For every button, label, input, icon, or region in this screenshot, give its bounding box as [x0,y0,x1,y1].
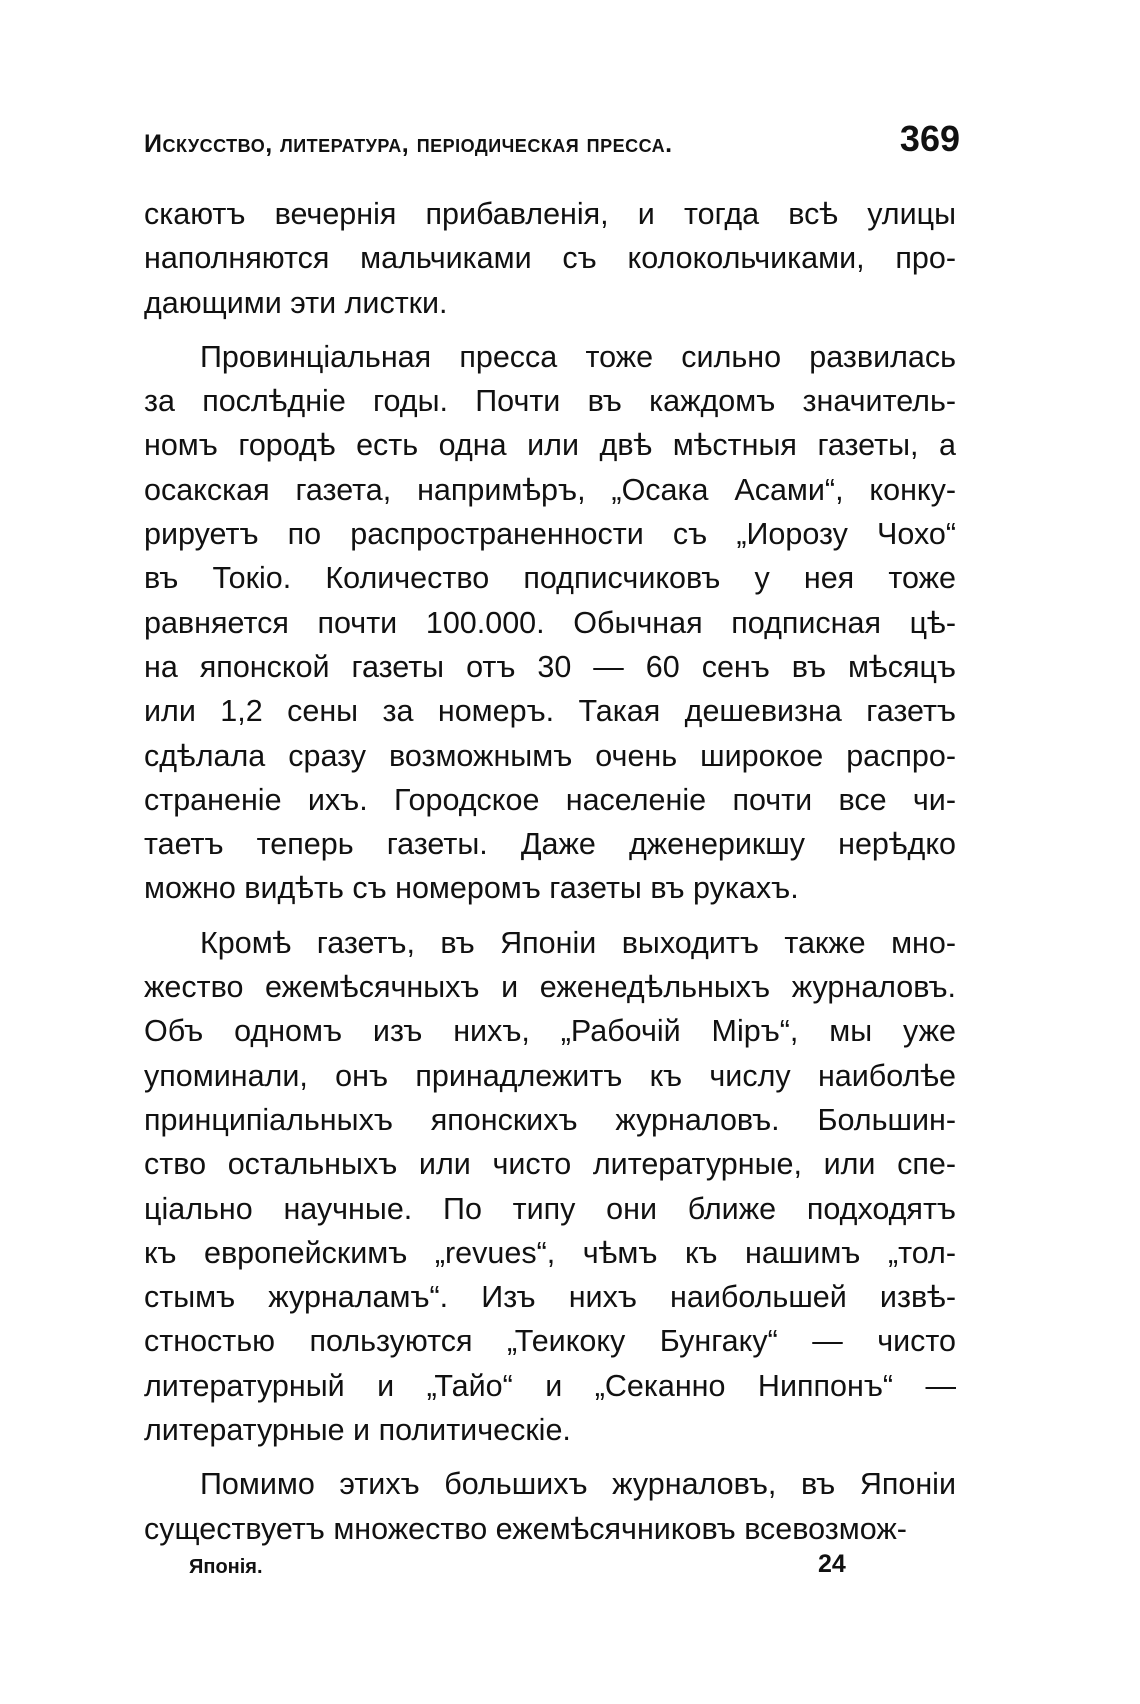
text-line: литературные и политическіе. [144,1413,571,1448]
sheet-number: 24 [818,1550,846,1578]
text-line: сдѣлала сразу возможнымъ очень широкое распро- [144,738,956,773]
text-line: стностью пользуются „Теикоку Бунгаку“ — чисто [144,1324,956,1359]
body-text [144,192,956,1551]
text-line: скаютъ вечернія прибавленія, и тогда всѣ улицы [144,197,956,231]
text-line: стымъ журналамъ“. Изъ нихъ наибольшей извѣ- [144,1280,956,1315]
text-line: ство остальныхъ или чисто литературные, или спе- [144,1147,956,1182]
text-line: дающими эти листки. [144,285,448,320]
text-line: ціально научные. По типу они ближе подходятъ [144,1191,956,1226]
paragraph [144,921,956,1453]
text-line: Провинціальная пресса тоже сильно развилась [200,339,956,374]
text-line: таетъ теперь газеты. Даже дженерикшу нерѣдко [144,827,956,862]
signature-mark: Японія. [189,1556,263,1578]
text-line: за послѣдніе годы. Почти въ каждомъ значитель- [144,384,956,419]
text-line: въ Токіо. Количество подписчиковъ у нея тоже [144,561,956,596]
text-line: упоминали, онъ принадлежитъ къ числу наиболѣе [144,1058,956,1093]
paragraph [144,192,956,325]
text-line: осакская газета, напримѣръ, „Осака Асами“, конку- [144,472,956,507]
text-line: равняется почти 100.000. Обычная подписная цѣ- [144,605,956,640]
text-line: страненіе ихъ. Городское населеніе почти все чи- [144,782,956,817]
text-line: жество ежемѣсячныхъ и еженедѣльныхъ журналовъ. [144,970,956,1005]
text-line: рируетъ по распространенности съ „Иорозу Чохо“ [144,517,956,552]
paragraph [144,335,956,911]
text-line: существуетъ множество ежемѣсячниковъ всевозмож- [144,1511,907,1546]
text-line: литературный и „Тайо“ и „Секанно Ниппонъ“ — [144,1368,956,1403]
page-footer [144,1550,956,1600]
running-header [144,118,964,178]
text-line: Объ одномъ изъ нихъ, „Рабочій Міръ“, мы уже [144,1014,956,1049]
text-line: номъ городѣ есть одна или двѣ мѣстныя газеты, а [144,428,956,463]
paragraph [144,1462,956,1551]
running-title: Искусство, литература, періодическая пресса. [144,130,673,158]
text-line: Помимо этихъ большихъ журналовъ, въ Японіи [200,1467,956,1502]
text-line: наполняются мальчиками съ колокольчиками, про- [144,241,956,276]
text-line: Кромѣ газетъ, въ Японіи выходитъ также мно- [200,925,956,960]
text-line: на японской газеты отъ 30 — 60 сенъ въ мѣсяцъ [144,649,956,684]
text-line: къ европейскимъ „revues“, чѣмъ къ нашимъ „тол- [144,1235,956,1270]
page-number: 369 [899,118,960,159]
text-line: принципіальныхъ японскихъ журналовъ. Большин- [144,1102,956,1137]
text-line: можно видѣть съ номеромъ газеты въ рукахъ. [144,871,799,906]
text-line: или 1,2 сены за номеръ. Такая дешевизна газетъ [144,694,956,729]
